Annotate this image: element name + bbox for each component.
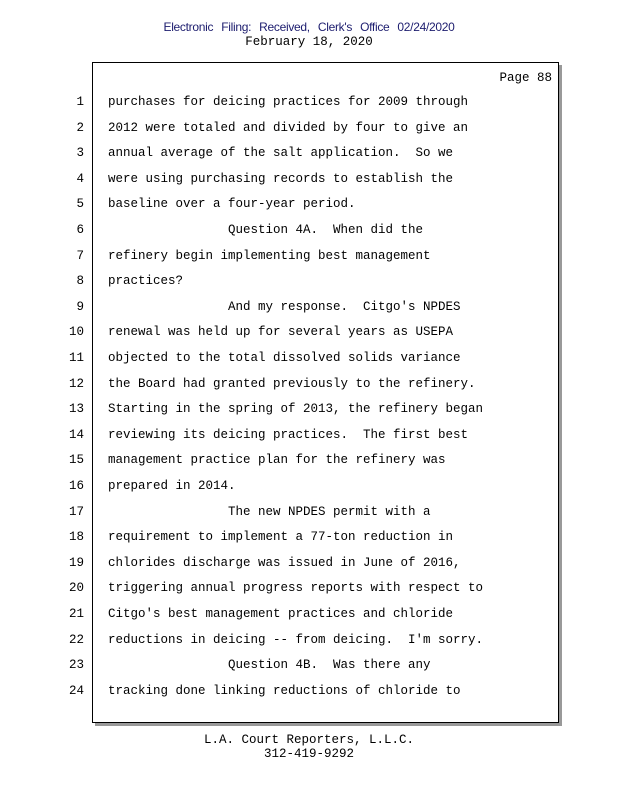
transcript-box	[92, 62, 559, 723]
line-number: 6	[76, 223, 84, 237]
transcript-line: baseline over a four-year period.	[108, 197, 356, 212]
transcript-line: prepared in 2014.	[108, 479, 236, 493]
transcript-line: management practice plan for the refinery was	[108, 453, 446, 468]
footer-phone: 312-419-9292	[263, 747, 354, 761]
transcript-line: 2012 were totaled and divided by four to give an	[108, 120, 469, 135]
transcript-line: triggering annual progress reports with respect to	[108, 581, 484, 596]
line-number: 8	[76, 274, 84, 289]
line-number: 17	[68, 504, 84, 519]
transcript-line: reductions in deicing -- from deicing. I'm sorry.	[108, 632, 484, 647]
transcript-date: February 18, 2020	[245, 35, 373, 49]
transcript-line: Citgo's best management practices and chloride	[108, 607, 454, 621]
transcript-line: And my response. Citgo's NPDES	[108, 299, 461, 314]
line-number: 21	[68, 607, 84, 621]
transcript-line: were using purchasing records to establish the	[108, 171, 454, 186]
line-number: 22	[68, 632, 84, 647]
transcript-line: reviewing its deicing practices. The first best	[108, 427, 469, 442]
transcript-line: refinery begin implementing best management	[108, 248, 431, 263]
transcript-line: The new NPDES permit with a	[108, 504, 431, 519]
transcript-line: Starting in the spring of 2013, the refinery began	[108, 402, 484, 417]
line-number: 10	[68, 325, 84, 340]
transcript-line: the Board had granted previously to the refinery.	[108, 376, 476, 391]
line-number: 24	[68, 683, 84, 698]
transcript-line: Question 4B. Was there any	[108, 658, 431, 673]
line-number: 1	[76, 95, 84, 109]
transcript-line: practices?	[108, 274, 184, 289]
line-number: 12	[68, 376, 84, 391]
line-number: 19	[68, 555, 84, 570]
line-number: 7	[76, 248, 84, 263]
line-number: 5	[76, 197, 84, 212]
line-number: 15	[68, 453, 84, 468]
line-number: 20	[68, 581, 84, 596]
line-number: 9	[76, 299, 84, 314]
line-number: 18	[68, 530, 84, 545]
transcript-line: objected to the total dissolved solids variance	[108, 351, 461, 365]
transcript-line: Question 4A. When did the	[108, 223, 424, 237]
line-number: 2	[76, 120, 84, 135]
filing-stamp: Electronic Filing: Received, Clerk's Office 02/24/2020	[163, 20, 455, 34]
page-number: Page 88	[499, 71, 552, 85]
transcript-line: annual average of the salt application. So we	[108, 146, 454, 161]
line-number: 4	[76, 171, 84, 186]
line-number: 14	[68, 427, 84, 442]
transcript-line: chlorides discharge was issued in June of 2016,	[108, 555, 461, 570]
line-number: 23	[68, 658, 84, 673]
line-number: 11	[68, 351, 84, 365]
transcript-line: purchases for deicing practices for 2009 through	[108, 95, 469, 109]
line-number: 13	[68, 402, 84, 417]
footer-company: L.A. Court Reporters, L.L.C.	[203, 733, 415, 747]
transcript-line: tracking done linking reductions of chloride to	[108, 683, 461, 698]
transcript-line: renewal was held up for several years as USEPA	[108, 325, 454, 340]
line-number: 16	[68, 479, 84, 493]
line-number: 3	[76, 146, 84, 161]
transcript-line: requirement to implement a 77-ton reduction in	[108, 530, 454, 545]
